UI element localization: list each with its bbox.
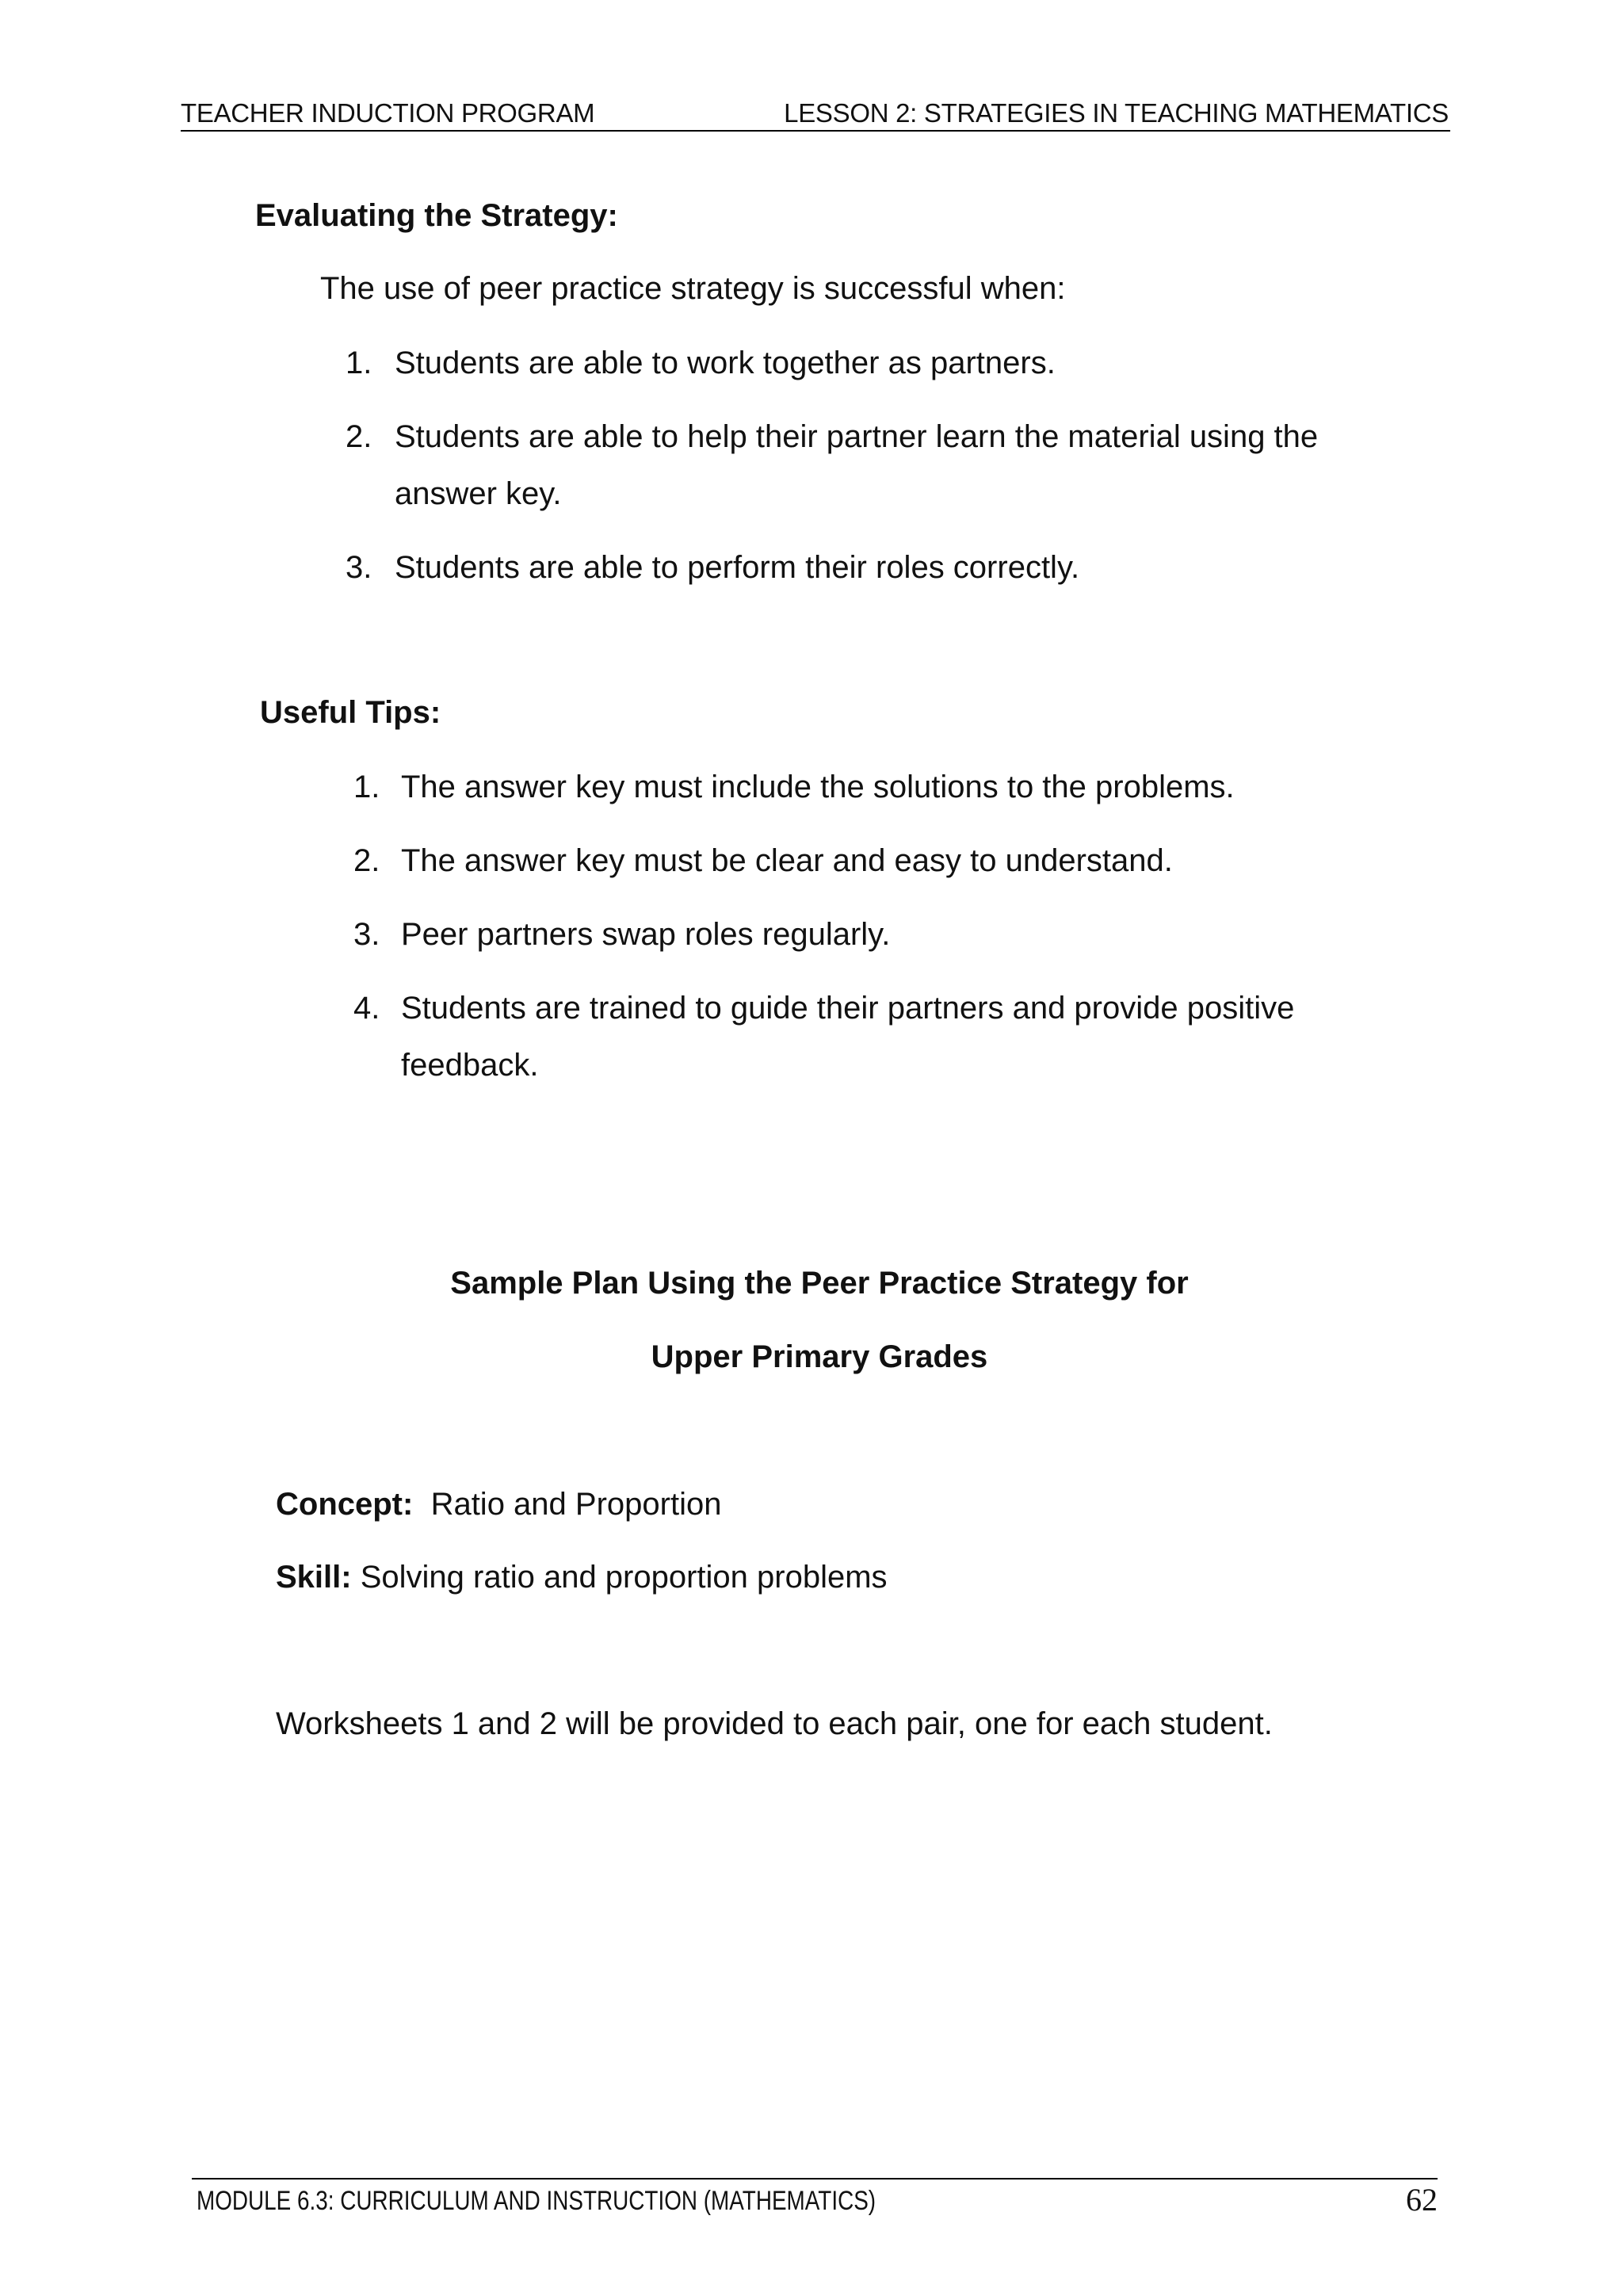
list-item-number: 1.: [346, 346, 372, 380]
list-item-number: 4.: [353, 991, 380, 1026]
evaluating-heading: Evaluating the Strategy:: [255, 198, 618, 233]
list-item-text: The answer key must be clear and easy to understand.: [401, 843, 1173, 878]
skill-label: Skill:: [276, 1560, 352, 1595]
header-rule: [181, 130, 1450, 132]
list-item: [353, 906, 1352, 963]
concept-label: Concept:: [276, 1487, 414, 1522]
list-item-text: Students are trained to guide their partners and provide positive feedback.: [401, 991, 1295, 1083]
footer-rule: [192, 2178, 1438, 2179]
sample-plan-title-line1: Sample Plan Using the Peer Practice Strategy for: [450, 1266, 1189, 1301]
list-item-number: 3.: [353, 917, 380, 952]
list-item-text: Students are able to help their partner learn the material using the answer key.: [395, 419, 1319, 511]
list-item-text: Students are able to perform their roles correctly.: [395, 550, 1080, 585]
tips-heading: Useful Tips:: [260, 695, 441, 730]
list-item: [353, 758, 1352, 816]
list-item-text: Peer partners swap roles regularly.: [401, 917, 891, 952]
list-item-number: 2.: [346, 419, 372, 454]
list-item-text: Students are able to work together as partners.: [395, 346, 1056, 380]
skill-field: [276, 1560, 888, 1595]
tips-list: [353, 758, 1352, 1110]
list-item: [353, 832, 1352, 889]
evaluating-intro: The use of peer practice strategy is successful when:: [320, 271, 1066, 306]
header-lesson-title: LESSON 2: STRATEGIES IN TEACHING MATHEMATICS: [784, 98, 1449, 128]
concept-field: [276, 1487, 721, 1522]
list-item-number: 1.: [353, 770, 380, 804]
evaluating-list: [346, 334, 1392, 613]
concept-value: Ratio and Proportion: [430, 1487, 722, 1522]
list-item: [346, 408, 1392, 522]
list-item: [346, 334, 1392, 392]
skill-value: Solving ratio and proportion problems: [360, 1560, 888, 1595]
list-item-text: The answer key must include the solutions to the problems.: [401, 770, 1235, 804]
list-item: [346, 539, 1392, 596]
page-number: 62: [1406, 2182, 1438, 2218]
sample-plan-title-line2: Upper Primary Grades: [651, 1339, 988, 1374]
footer-module-title: MODULE 6.3: CURRICULUM AND INSTRUCTION (MATHEMATICS): [197, 2186, 876, 2216]
header-program-title: TEACHER INDUCTION PROGRAM: [181, 98, 595, 128]
list-item: [353, 980, 1352, 1094]
worksheet-note: Worksheets 1 and 2 will be provided to each pair, one for each student.: [276, 1706, 1273, 1741]
list-item-number: 3.: [346, 550, 372, 585]
list-item-number: 2.: [353, 843, 380, 878]
